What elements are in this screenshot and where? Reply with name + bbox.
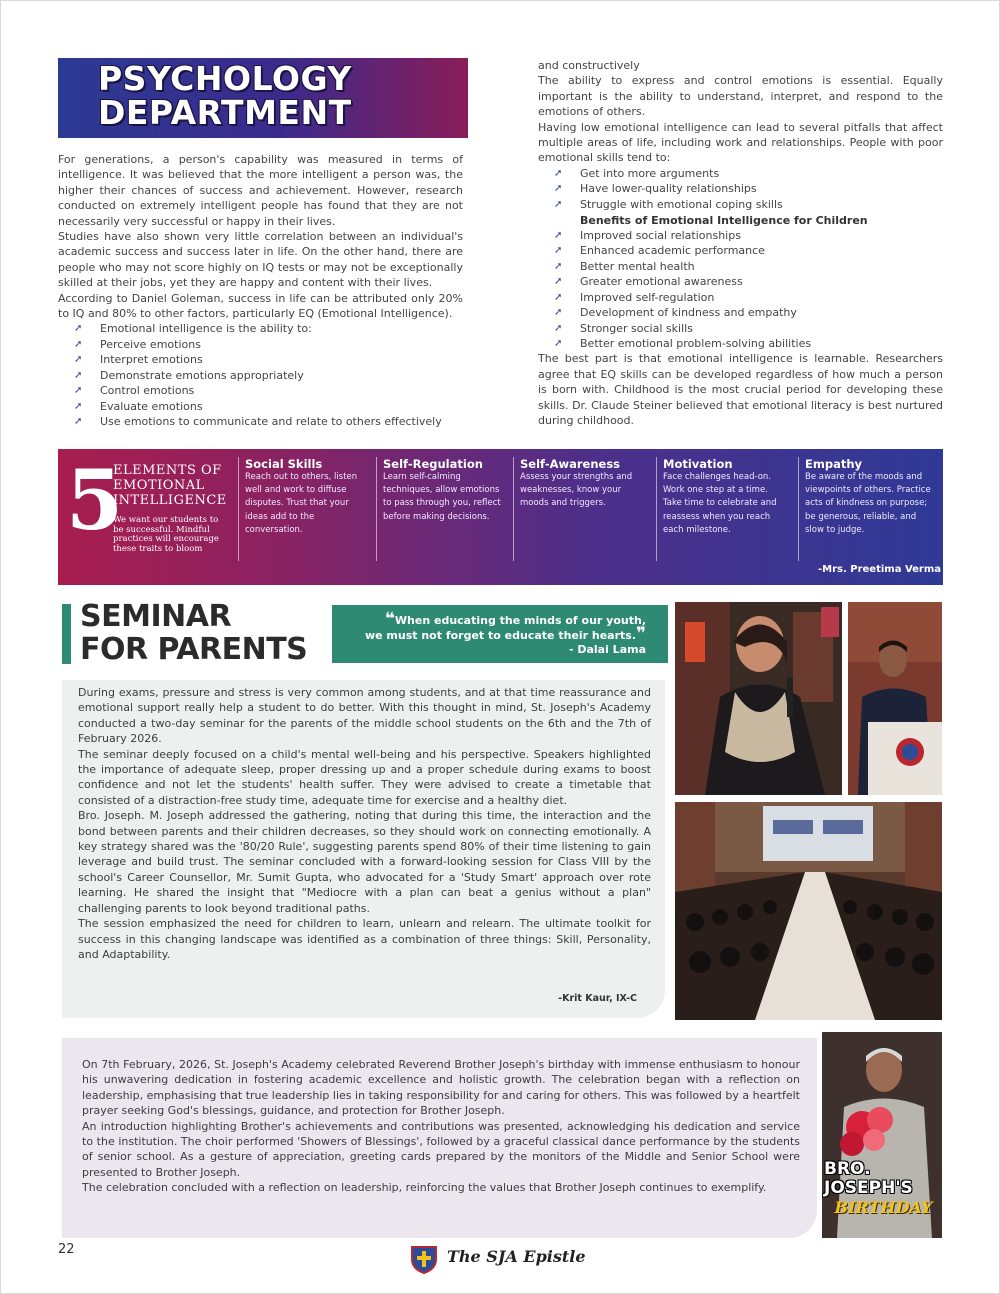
birthday-paragraph: An introduction highlighting Brother's achievements and contributions was presented, acknowledging his dedication and service to the institution. The choir performed 'Showers of Blessings', followed by a graceful classical dance performance by the students of senior school. As a gesture of appreciation, greeting cards prepared by the monitors of the Middle and Senior School were presented to Brother Joseph. — [82, 1119, 800, 1179]
element-empathy — [798, 457, 935, 561]
arrow-bullet-icon: ➚ — [554, 291, 563, 303]
element-heading: Motivation — [663, 457, 733, 471]
pitfalls-list — [538, 166, 943, 212]
psychology-paragraph: The best part is that emotional intelligence is learnable. Researchers agree that EQ skills can be developed regardless of how much a person is born with. Childhood is the most crucial period for developing these skills. Dr. Claude Steiner believed that emotional literacy is best nurtured during childhood. — [538, 352, 943, 427]
element-heading: Self-Regulation — [383, 457, 483, 471]
list-item: ➚ Better mental health — [554, 259, 695, 273]
birthday-paragraph: On 7th February, 2026, St. Joseph's Academy celebrated Reverend Brother Joseph's birthday with immense enthusiasm to honour his unwavering dedication in fostering academic excellence and holistic growth. The celebration began with a reflection on leadership, emphasising that true leadership lies in taking responsibility for and caring for others. This was followed by a heartfelt prayer seeking God's blessings, guidance, and protection for Brother Joseph. — [82, 1058, 800, 1118]
psychology-paragraph: According to Daniel Goleman, success in life can be attributed only 20% to IQ and 80% to other factors, particularly EQ (Emotional Intelligence). — [58, 291, 463, 321]
speaker-woman-image — [675, 602, 842, 795]
arrow-bullet-icon: ➚ — [554, 198, 563, 210]
arrow-bullet-icon: ➚ — [554, 230, 563, 242]
psychology-title-line1: PSYCHOLOGY — [98, 59, 352, 98]
birthday-article — [62, 1038, 817, 1238]
arrow-bullet-icon: ➚ — [74, 415, 83, 427]
psychology-paragraph: and constructively — [538, 59, 640, 72]
arrow-bullet-icon: ➚ — [554, 337, 563, 349]
seminar-title — [80, 600, 307, 666]
list-item: ➚ Control emotions — [74, 384, 195, 398]
seminar-paragraph: The session emphasized the need for children to learn, unlearn and relearn. The ultimate toolkit for success in this changing landscape was identified as a combination of three things: Skill, Personality, and Adaptability. — [78, 917, 651, 961]
arrow-bullet-icon: ➚ — [74, 354, 83, 366]
birthday-paragraph: The celebration concluded with a reflection on leadership, reinforcing the values that Brother Joseph continues to exemplify. — [82, 1181, 767, 1195]
list-item: ➚ Use emotions to communicate and relate to others effectively — [74, 414, 442, 428]
quote-text: ❝When educating the minds of our youth, we must not forget to educate their hearts.❞ — [364, 609, 646, 644]
arrow-bullet-icon: ➚ — [74, 385, 83, 397]
list-item: ➚ Demonstrate emotions appropriately — [74, 368, 304, 382]
arrow-bullet-icon: ➚ — [74, 323, 83, 335]
seminar-credit: -Krit Kaur, IX-C — [558, 993, 637, 1004]
list-item: ➚ Struggle with emotional coping skills — [554, 197, 783, 211]
element-text: Face challenges head-on. Work one step at a time. Take time to celebrate and reassess when you reach each milestone. — [663, 472, 777, 535]
arrow-bullet-icon: ➚ — [554, 276, 563, 288]
list-item: ➚ Development of kindness and empathy — [554, 306, 797, 320]
psychology-title — [98, 59, 352, 132]
five-elements-subtitle: We want our students to be successful. Mindful practices will encourage these traits to bloom — [113, 515, 219, 554]
list-item: ➚ Perceive emotions — [74, 337, 201, 351]
element-heading: Self-Awareness — [520, 457, 621, 471]
seminar-title-line2: FOR PARENTS — [80, 632, 308, 667]
list-item: ➚ Improved social relationships — [554, 229, 741, 243]
psychology-title-line2: DEPARTMENT — [98, 93, 352, 132]
seminar-audience-photo — [675, 802, 942, 1020]
birthday-title: BRO. JOSEPH'S — [824, 1159, 913, 1198]
arrow-bullet-icon: ➚ — [74, 400, 83, 412]
seminar-paragraph: Bro. Joseph. M. Joseph addressed the gathering, noting that during this time, the interaction and the bond between parents and their children decreases, so they should work on connecting emotionally. A key strategy shared was the '80/20 Rule', suggesting parents spend 80% of their time listening to gain leverage and build trust. The seminar concluded with a forward-looking session for Class VIII by the school's Career Counsellor, Mr. Sumit Gupta, who advocated for a 'Study Smart' approach over rote learning. He shared the insight that "Mediocre with a plan can beat a genius without a plan" challenging parents to look beyond traditional paths. — [78, 809, 651, 915]
list-item: ➚ Better emotional problem-solving abilities — [554, 336, 812, 350]
element-heading: Social Skills — [245, 457, 323, 471]
seminar-paragraph: During exams, pressure and stress is very common among students, and at that time reassurance and emotional support really help a student to do better. With this thought in mind, St. Joseph's Academy conducted a two-day seminar for the parents of the middle school students on the 6th and the 7th of February 2026. — [78, 686, 651, 746]
seminar-accent-bar — [62, 604, 71, 664]
five-elements-credit: -Mrs. Preetima Verma — [818, 564, 942, 575]
quote-author: - Dalai Lama — [568, 643, 646, 656]
element-text: Be aware of the moods and viewpoints of others. Practice acts of kindness on purpose; be generous, reliable, and slow to judge. — [805, 472, 931, 535]
list-item: ➚ Stronger social skills — [554, 321, 693, 335]
seminar-speaker-photo — [675, 602, 842, 795]
five-number: 5 — [66, 453, 124, 549]
arrow-bullet-icon: ➚ — [554, 167, 563, 179]
auditorium-audience-image — [675, 802, 942, 1020]
element-social-skills — [238, 457, 369, 561]
seminar-text — [78, 685, 651, 962]
arrow-bullet-icon: ➚ — [554, 260, 563, 272]
benefits-list — [538, 228, 943, 351]
benefits-heading: Benefits of Emotional Intelligence for Children — [580, 214, 868, 228]
speaker-man-podium-image — [848, 602, 942, 795]
element-text: Reach out to others, listen well and work to diffuse disputes. Trust that your ideas add to the conversation. — [245, 472, 358, 535]
open-quote-icon: ❝ — [384, 609, 395, 629]
list-item: ➚ Enhanced academic performance — [554, 244, 765, 258]
psychology-column-1 — [58, 152, 463, 429]
arrow-bullet-icon: ➚ — [554, 322, 563, 334]
psychology-paragraph: For generations, a person's capability was measured in terms of intelligence. It was believed that the more intelligent a person was, the higher their chances of success and achievement. However, research conducted on extremely intelligent people has found that they are not necessarily very successful or happy in their lives. — [58, 153, 463, 228]
birthday-subtitle: BIRTHDAY — [834, 1198, 933, 1217]
list-item: ➚ Get into more arguments — [554, 166, 720, 180]
list-item: ➚ Emotional intelligence is the ability to: — [74, 322, 312, 336]
list-item: ➚ Improved self-regulation — [554, 290, 715, 304]
psychology-title-banner — [58, 58, 468, 138]
seminar-article — [62, 680, 665, 1018]
arrow-bullet-icon: ➚ — [554, 245, 563, 257]
seminar-title-line1: SEMINAR — [80, 599, 232, 634]
element-self-awareness — [513, 457, 644, 561]
element-self-regulation — [376, 457, 507, 561]
arrow-bullet-icon: ➚ — [74, 338, 83, 350]
arrow-bullet-icon: ➚ — [554, 183, 563, 195]
arrow-bullet-icon: ➚ — [554, 307, 563, 319]
psychology-column-2 — [538, 58, 943, 428]
psychology-paragraph: The ability to express and control emotions is essential. Equally important is the ability to understand, interpret, and respond to the emotions of others. — [538, 74, 943, 119]
seminar-paragraph: The seminar deeply focused on a child's mental well-being and his perspective. Speakers highlighted the importance of adequate sleep, proper dressing up and a proper schedule during exams to boost confidence and not let the students' health suffer. They were advised to create a timetable that consisted of a distraction-free study time, adequate time for exercise and a healthy diet. — [78, 747, 651, 807]
element-text: Learn self-calming techniques, allow emotions to pass through you, reflect before making decisions. — [383, 472, 501, 522]
quote-box — [332, 605, 668, 663]
ei-abilities-list — [58, 321, 463, 429]
element-motivation — [656, 457, 787, 561]
publication-title: The SJA Epistle — [447, 1247, 586, 1266]
list-item: ➚ Have lower-quality relationships — [554, 182, 757, 196]
psychology-paragraph: Studies have also shown very little correlation between an individual's academic success and success later in life. On the other hand, there are people who may not score highly on IQ tests or may not be exceptionally skilled at their jobs, yet they are happy and content with their lives. — [58, 230, 463, 290]
five-elements-band — [58, 449, 943, 585]
page-number: 22 — [58, 1242, 75, 1257]
five-elements-title: ELEMENTS OF EMOTIONAL INTELLIGENCE — [113, 463, 227, 508]
psychology-paragraph: Having low emotional intelligence can lead to several pitfalls that affect multiple areas of life, including work and relationships. People with poor emotional skills tend to: — [538, 120, 943, 165]
arrow-bullet-icon: ➚ — [74, 369, 83, 381]
element-heading: Empathy — [805, 457, 863, 471]
seminar-podium-photo — [848, 602, 942, 795]
birthday-text — [82, 1057, 800, 1196]
element-text: Assess your strengths and weaknesses, know your moods and triggers. — [520, 472, 633, 509]
list-item: ➚ Greater emotional awareness — [554, 275, 743, 289]
list-item: ➚ Evaluate emotions — [74, 399, 203, 413]
school-crest-icon — [408, 1243, 440, 1275]
list-item: ➚ Interpret emotions — [74, 353, 203, 367]
birthday-photo — [822, 1032, 942, 1238]
close-quote-icon: ❞ — [636, 624, 646, 644]
